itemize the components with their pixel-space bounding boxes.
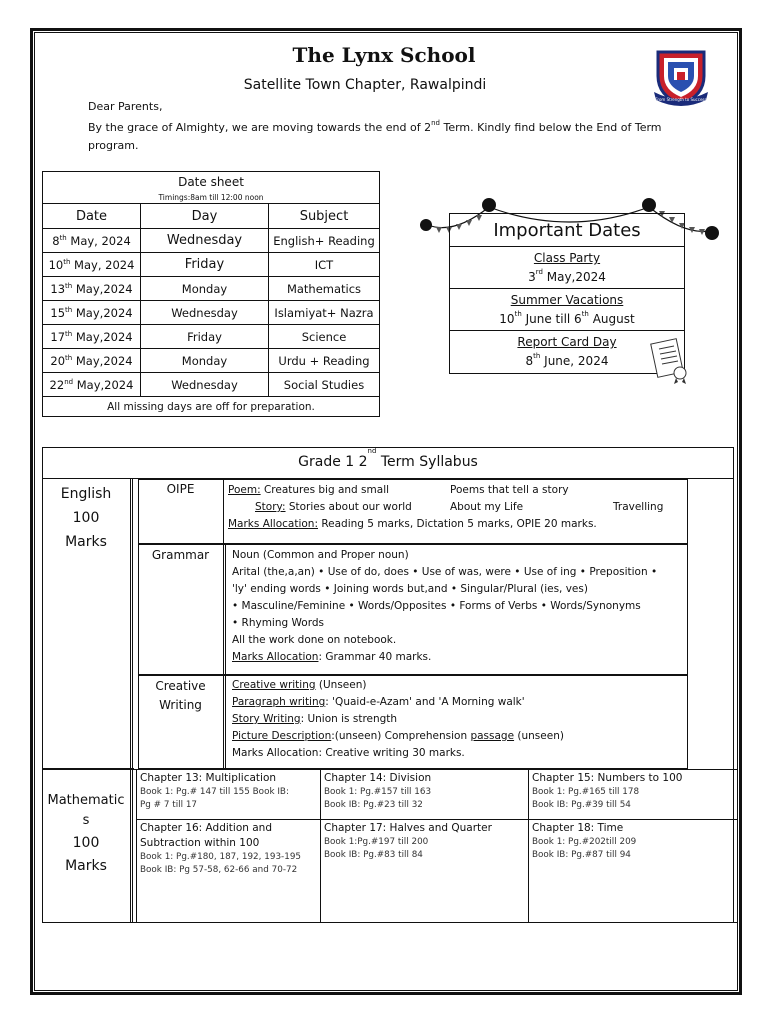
math-chapter-cell: Chapter 13: Multiplication Book 1: Pg.# 147 till 155 Book IB: Pg # 7 till 17 [137,770,321,820]
date-cell: 22nd May,2024 [43,373,141,397]
date-cell: 17th May,2024 [43,325,141,349]
english-subject-label: English 100 Marks [60,486,112,550]
col-header-date: Date [43,204,141,229]
oipe-label: OIPE [166,482,195,496]
oipe-content: Poem: Creatures big and small Poems that tell a story Story: Stories about our world About my Life Travelling Marks Allocation: Reading 5 marks, Dictation 5 marks, OPIE 20 marks. [228,484,664,530]
table-row [43,373,380,397]
date-sheet-table [42,171,380,417]
important-date-item [450,247,684,289]
grammar-label: Grammar [151,548,210,562]
subject-cell: Urdu + Reading [269,349,380,373]
table-row [43,277,380,301]
day-cell: Wednesday [141,229,269,253]
column-divider [130,479,133,769]
grammar-content: Noun (Common and Proper noun) Arital (the,a,an) • Use of do, does • Use of was, were • Use of ing • Preposition • 'ly' ending words • Joining words but,and • Singular/Plural (ies, ves) • Masculine/Feminine • Words/Opposites • Forms of Verbs • Words/Synonyms • Rhyming Words All the work done on notebook. Marks Allocation: Grammar 40 marks. [232,549,658,663]
col-header-subject: Subject [269,204,380,229]
greeting: Dear Parents, [88,100,163,113]
day-cell: Friday [141,253,269,277]
math-chapter-cell: Chapter 18: Time Book 1: Pg.#202till 209 Book IB: Pg.#87 till 94 [529,820,738,923]
syllabus-title: Grade 1 2nd Term Syllabus [42,447,734,479]
intro-paragraph: By the grace of Almighty, we are moving towards the end of 2nd Term. Kindly find below the End of Term program. [88,119,662,152]
important-date-item [450,289,684,331]
event-date: 10th June till 6th August [499,310,635,326]
subject-cell: Science [269,325,380,349]
day-cell: Wednesday [141,301,269,325]
school-chapter: Satellite Town Chapter, Rawalpindi [243,77,487,93]
table-row [43,349,380,373]
subject-cell: English+ Reading [269,229,380,253]
subject-cell: Mathematics [269,277,380,301]
important-date-item [450,331,684,373]
report-card-icon [650,335,690,385]
table-row [43,325,380,349]
math-chapter-cell: Chapter 15: Numbers to 100 Book 1: Pg.#165 till 178 Book IB: Pg.#39 till 54 [529,770,738,820]
math-chapter-cell: Chapter 16: Addition and Subtraction within 100 Book 1: Pg.#180, 187, 192, 193-195 Book IB: Pg 57-58, 62-66 and 70-72 [137,820,321,923]
column-divider [223,544,226,675]
math-chapter-cell: Chapter 14: Division Book 1: Pg.#157 till 163 Book IB: Pg.#23 till 32 [321,770,529,820]
date-cell: 8th May, 2024 [43,229,141,253]
subject-cell: ICT [269,253,380,277]
table-row [43,253,380,277]
school-crest-logo [650,46,712,108]
event-label: Summer Vacations [510,293,624,307]
column-divider [223,675,226,769]
school-title: The Lynx School [292,43,476,67]
date-cell: 10th May, 2024 [43,253,141,277]
math-chapters-table [136,769,738,923]
event-label: Report Card Day [517,335,617,349]
day-cell: Monday [141,277,269,301]
column-divider [130,769,133,923]
date-cell: 20th May,2024 [43,349,141,373]
event-label: Class Party [533,251,601,265]
important-dates-title: Important Dates [450,214,684,247]
day-cell: Friday [141,325,269,349]
col-header-day: Day [141,204,269,229]
column-divider [223,479,224,544]
event-date: 3rd May,2024 [528,268,606,284]
day-cell: Wednesday [141,373,269,397]
event-date: 8th June, 2024 [525,352,609,368]
svg-text:From Strength to Success: From Strength to Success [655,97,707,102]
subject-cell: Islamiyat+ Nazra [269,301,380,325]
creative-writing-content: Creative writing (Unseen) Paragraph writing: 'Quaid-e-Azam' and 'A Morning walk' Story Writing: Union is strength Picture Description:(unseen) Comprehension passage (unseen) Marks Allocation: Creative writing 30 marks. [232,679,564,759]
date-sheet-title: Date sheet [43,172,380,192]
date-sheet-footer: All missing days are off for preparation. [43,397,380,417]
math-chapter-cell: Chapter 17: Halves and Quarter Book 1:Pg.#197 till 200 Book IB: Pg.#83 till 84 [321,820,529,923]
table-row [43,229,380,253]
day-cell: Monday [141,349,269,373]
creative-writing-label: Creative Writing [155,679,206,712]
subject-cell: Social Studies [269,373,380,397]
date-sheet-timings: Timings:8am till 12:00 noon [43,192,380,204]
date-cell: 13th May,2024 [43,277,141,301]
date-cell: 15th May,2024 [43,301,141,325]
table-row [43,301,380,325]
math-subject-label: Mathematic s 100 Marks [47,793,125,874]
